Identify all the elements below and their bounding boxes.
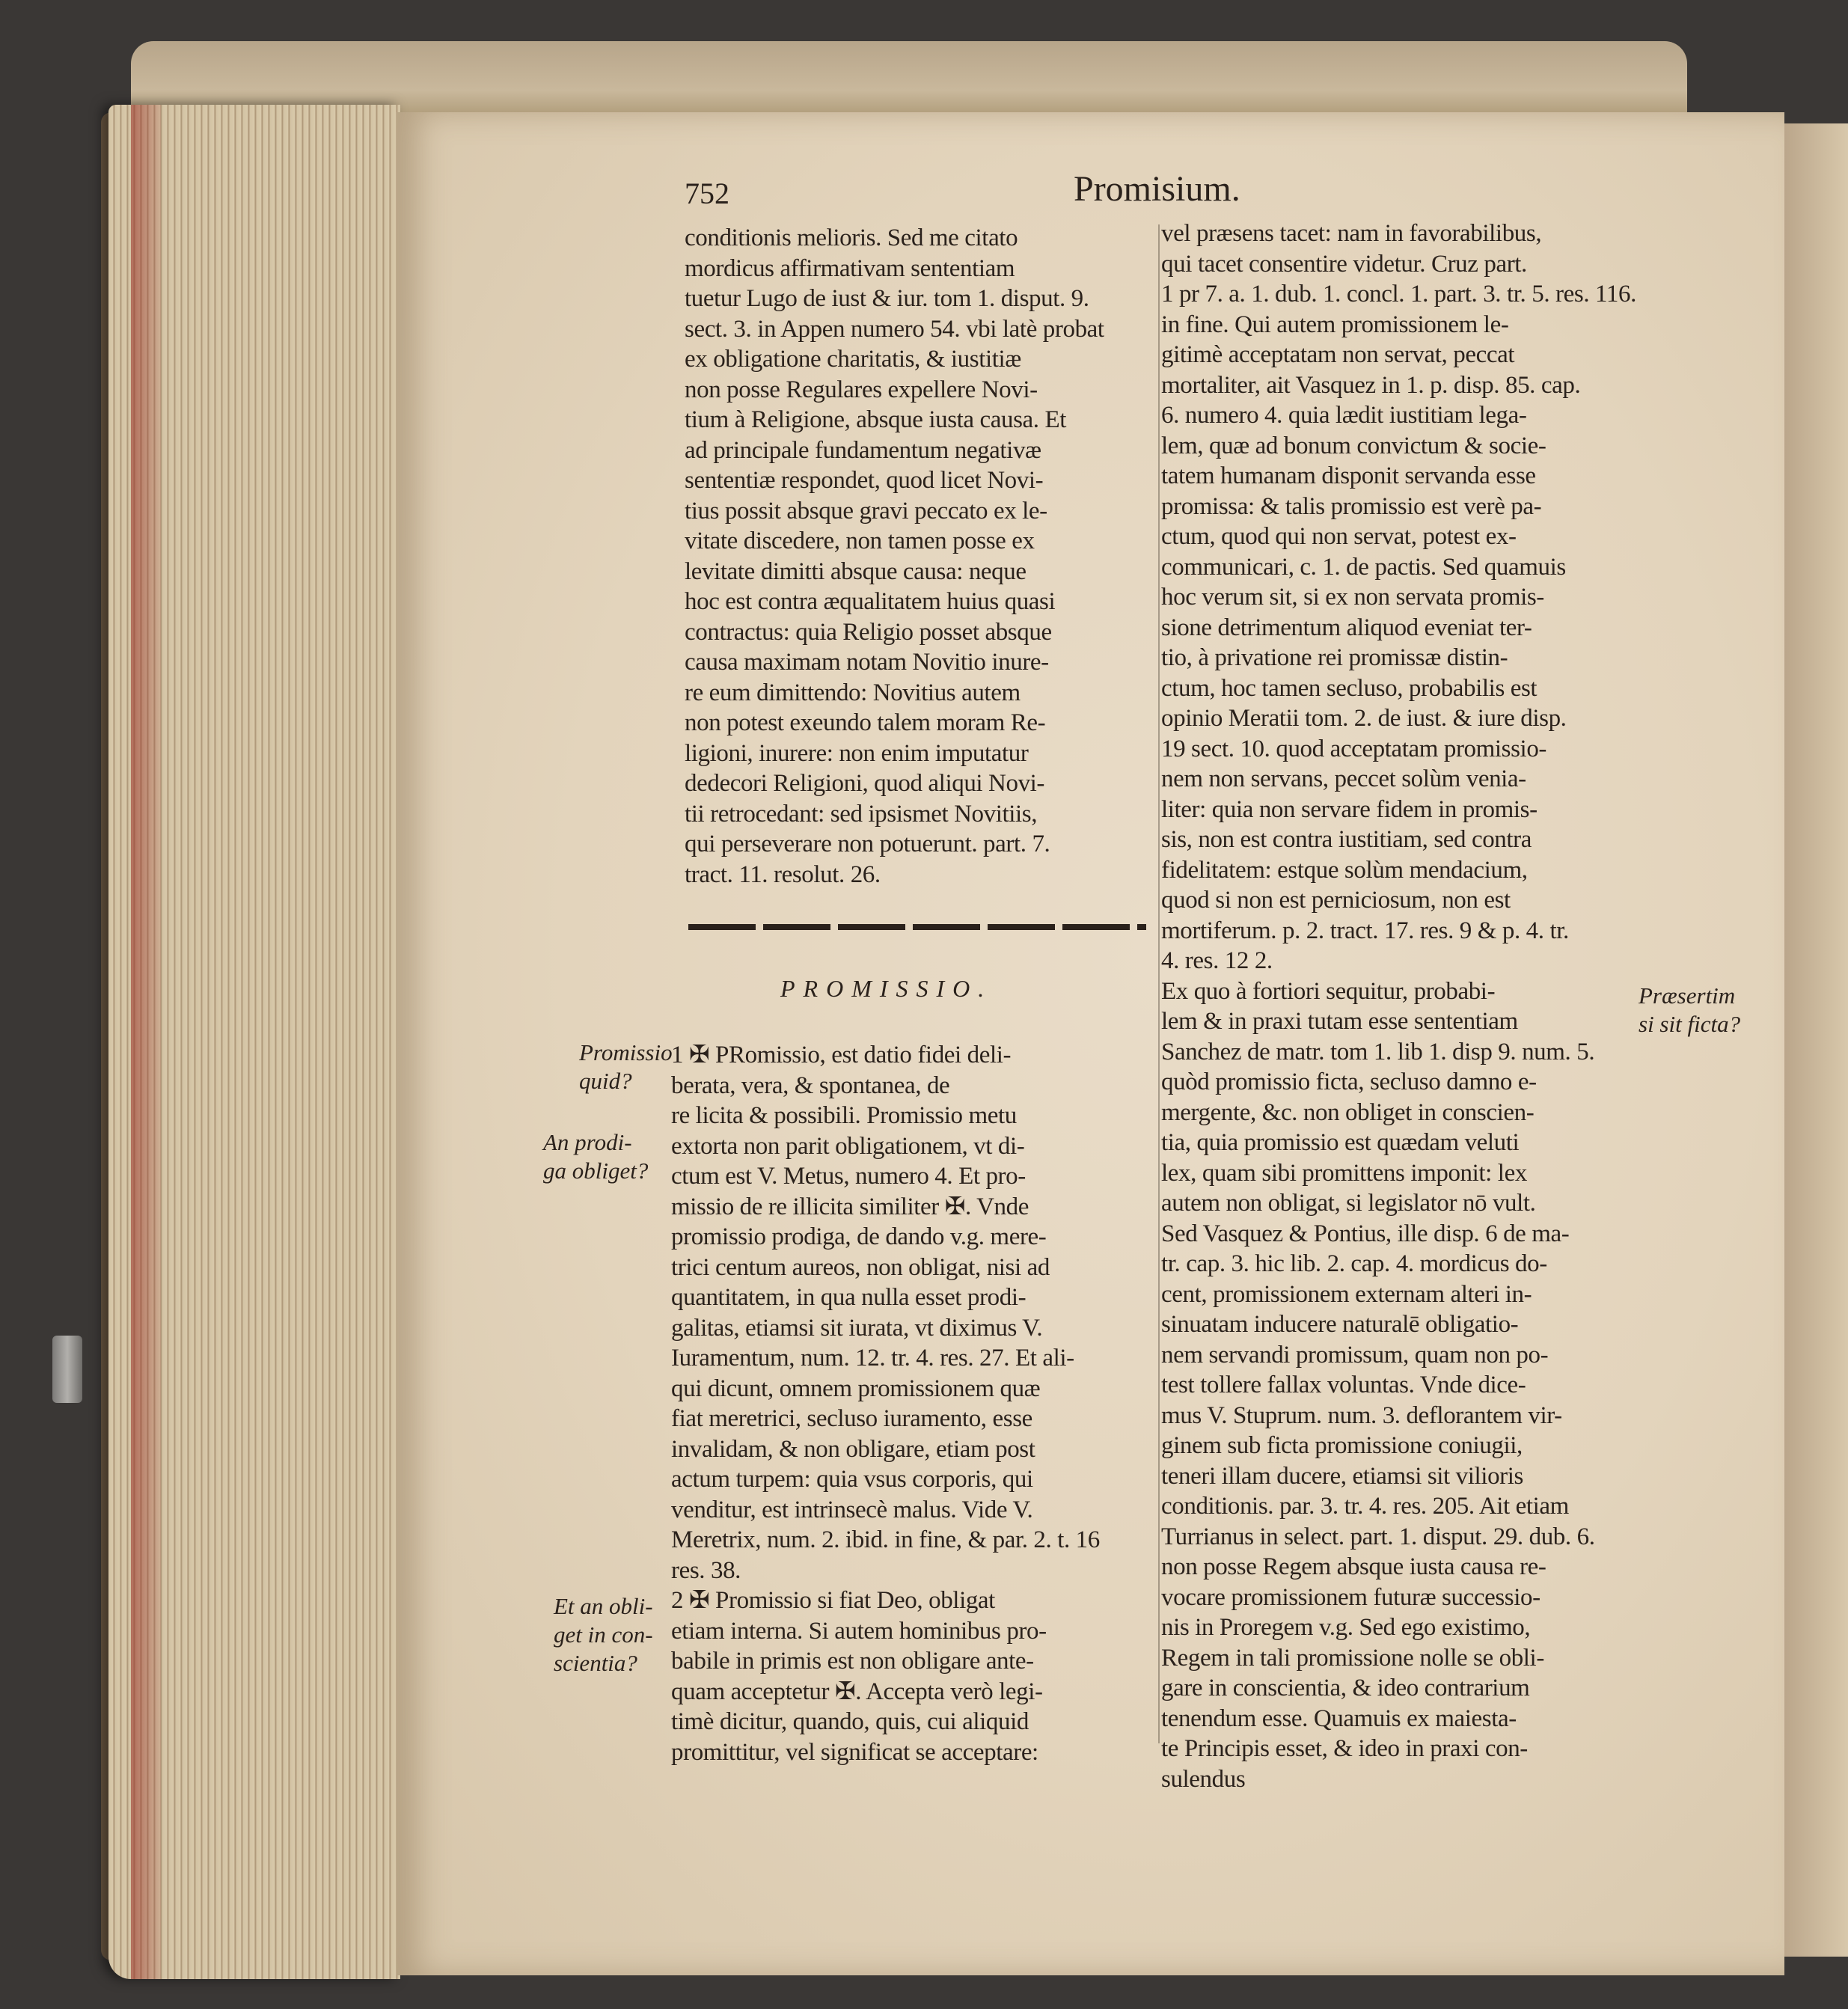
column-rule <box>1158 224 1160 1743</box>
marginal-note-promissio <box>579 1039 673 1095</box>
section-title: PROMISSIO. <box>780 975 993 1002</box>
right-column <box>1161 218 1636 1794</box>
text-line: Iuramentum, num. 12. tr. 4. res. 27. Et ali- <box>671 1345 1074 1372</box>
text-line: tr. cap. 3. hic lib. 2. cap. 4. mordicus do- <box>1161 1250 1547 1277</box>
text-line: vel præsens tacet: nam in favorabilibus, <box>1161 220 1542 247</box>
text-line: in fine. Qui autem promissionem le- <box>1161 311 1509 338</box>
text-line: res. 38. <box>671 1556 741 1584</box>
text-line: qui perseverare non potuerunt. part. 7. <box>685 831 1050 857</box>
text-line: tenendum esse. Quamuis ex maiesta- <box>1161 1704 1517 1732</box>
text-line: promittitur, vel significat se acceptare: <box>671 1738 1038 1766</box>
text-line: babile in primis est non obligare ante- <box>671 1648 1034 1675</box>
marginal-line: ga obliget? <box>543 1158 649 1184</box>
text-line: nem non servans, peccet solùm venia- <box>1161 765 1526 792</box>
text-line: communicari, c. 1. de pactis. Sed quamuis <box>1161 553 1566 581</box>
text-line: promissio prodiga, de dando v.g. mere- <box>671 1223 1047 1250</box>
text-line: hoc verum sit, si ex non servata promis- <box>1161 584 1544 611</box>
text-line: venditur, est intrinsecè malus. Vide V. <box>671 1496 1033 1523</box>
left-column-bottom <box>671 1040 1100 1767</box>
text-line: sect. 3. in Appen numero 54. vbi latè probat <box>685 315 1104 343</box>
text-line: Sanchez de matr. tom 1. lib 1. disp 9. num. 5. <box>1161 1038 1595 1065</box>
text-line: re licita & possibili. Promissio metu <box>671 1102 1017 1129</box>
text-line: te Principis esset, & ideo in praxi con- <box>1161 1735 1528 1762</box>
text-line: opinio Meratii tom. 2. de iust. & iure disp. <box>1161 705 1567 732</box>
page-block-fore-edge <box>108 105 400 1979</box>
text-line: lex, quam sibi promittens imponit: lex <box>1161 1159 1527 1187</box>
marginal-note-praesertim <box>1639 982 1740 1039</box>
text-line: conditionis melioris. Sed me citato <box>685 224 1018 251</box>
marginal-note-prodiga <box>543 1128 648 1185</box>
text-line: fiat meretrici, secluso iuramento, esse <box>671 1405 1032 1432</box>
text-line: conditionis. par. 3. tr. 4. res. 205. Ait etiam <box>1161 1493 1569 1520</box>
text-line: tio, à privatione rei promissæ distin- <box>1161 644 1508 671</box>
text-line: 19 sect. 10. quod acceptatam promissio- <box>1161 735 1547 762</box>
marginal-note-obliget <box>554 1592 653 1678</box>
text-line: qui tacet consentire videtur. Cruz part. <box>1161 250 1527 278</box>
text-line: vitate discedere, non tamen posse ex <box>685 528 1035 554</box>
text-line: vocare promissionem futuræ successio- <box>1161 1583 1540 1611</box>
text-line: Meretrix, num. 2. ibid. in fine, & par. 2. t. 16 <box>671 1526 1100 1553</box>
text-line: promissa: & talis promissio est verè pa- <box>1161 492 1542 520</box>
text-line: ex obligatione charitatis, & iustitiæ <box>685 346 1021 373</box>
clasp-icon <box>52 1336 82 1403</box>
marginal-line: Promissio <box>579 1039 673 1065</box>
left-column-top <box>685 223 1104 890</box>
text-line: ginem sub ficta promissione coniugii, <box>1161 1432 1523 1459</box>
marginal-line: Et an obli- <box>554 1593 653 1619</box>
text-line: quam acceptetur ✠. Accepta verò legi- <box>671 1678 1043 1705</box>
text-line: sententiæ respondet, quod licet Novi- <box>685 467 1044 494</box>
text-line: Turrianus in select. part. 1. disput. 29. dub. 6. <box>1161 1523 1595 1550</box>
text-line: non posse Regem absque iusta causa re- <box>1161 1553 1546 1580</box>
section-divider <box>688 924 1146 930</box>
marginal-line: si sit ficta? <box>1639 1011 1741 1037</box>
running-head: Promisium. <box>1074 169 1240 209</box>
text-line: berata, vera, & spontanea, de <box>671 1071 950 1099</box>
text-line: sulendus <box>1161 1765 1246 1793</box>
facing-page-edge <box>1781 123 1848 1957</box>
text-line: hoc est contra æqualitatem huius quasi <box>685 588 1056 615</box>
text-line: extorta non parit obligationem, vt di- <box>671 1132 1025 1160</box>
text-line: tia, quia promissio est quædam veluti <box>1161 1129 1520 1156</box>
text-line: ctum est V. Metus, numero 4. Et pro- <box>671 1163 1026 1190</box>
text-line: qui dicunt, omnem promissionem quæ <box>671 1375 1041 1402</box>
text-line: lem & in praxi tutam esse sententiam <box>1161 1008 1518 1035</box>
text-line: missio de re illicita similiter ✠. Vnde <box>671 1193 1029 1220</box>
text-line: tii retrocedant: sed ipsismet Novitiis, <box>685 800 1038 828</box>
text-line: cent, promissionem externam alteri in- <box>1161 1280 1532 1308</box>
text-line: actum turpem: quia vsus corporis, qui <box>671 1466 1033 1493</box>
text-line: 6. numero 4. quia lædit iustitiam lega- <box>1161 402 1527 429</box>
text-line: quòd promissio ficta, secluso damno e- <box>1161 1068 1537 1095</box>
text-line: gare in conscientia, & ideo contrarium <box>1161 1675 1530 1701</box>
text-line: fidelitatem: estque solùm mendacium, <box>1161 856 1528 884</box>
text-line: lem, quæ ad bonum convictum & socie- <box>1161 432 1546 459</box>
text-line: contractus: quia Religio posset absque <box>685 618 1052 646</box>
page-number: 752 <box>685 177 729 210</box>
text-line: tuetur Lugo de iust & iur. tom 1. disput. 9. <box>685 285 1089 312</box>
text-line: quod si non est perniciosum, non est <box>1161 887 1511 914</box>
marginal-line: quid? <box>579 1068 632 1094</box>
text-line: test tollere fallax voluntas. Vnde dice- <box>1161 1372 1526 1398</box>
text-line: etiam interna. Si autem hominibus pro- <box>671 1617 1047 1645</box>
text-line: gitimè acceptatam non servat, peccat <box>1161 341 1515 368</box>
text-line: 1 ✠ PRomissio, est datio fidei deli- <box>671 1042 1012 1068</box>
text-line: sinuatam inducere naturalē obligatio- <box>1161 1311 1519 1338</box>
text-line: tatem humanam disponit servanda esse <box>1161 462 1536 489</box>
text-line: invalidam, & non obligare, etiam post <box>671 1435 1035 1463</box>
text-line: mordicus affirmativam sententiam <box>685 254 1015 282</box>
marginal-line: get in con- <box>554 1621 653 1648</box>
text-line: ctum, quod qui non servat, potest ex- <box>1161 523 1517 550</box>
text-line: re eum dimittendo: Novitius autem <box>685 679 1021 706</box>
text-line: Ex quo à fortiori sequitur, probabi- <box>1161 977 1496 1005</box>
text-line: ad principale fundamentum negativæ <box>685 436 1041 464</box>
text-line: levitate dimitti absque causa: neque <box>685 557 1027 585</box>
text-line: autem non obligat, si legislator nō vult. <box>1161 1190 1536 1217</box>
text-line: ligioni, inurere: non enim imputatur <box>685 739 1029 767</box>
text-line: Sed Vasquez & Pontius, ille disp. 6 de ma- <box>1161 1220 1570 1247</box>
text-line: causa maximam notam Novitio inure- <box>685 649 1049 676</box>
marginal-line: scientia? <box>554 1650 637 1676</box>
text-line: nis in Proregem v.g. Sed ego existimo, <box>1161 1614 1531 1641</box>
text-line: mergente, &c. non obliget in conscien- <box>1161 1098 1535 1126</box>
text-line: timè dicitur, quando, quis, cui aliquid <box>671 1708 1029 1735</box>
text-line: 2 ✠ Promissio si fiat Deo, obligat <box>671 1587 995 1614</box>
text-line: sione detrimentum aliquod eveniat ter- <box>1161 614 1532 641</box>
text-line: tius possit absque gravi peccato ex le- <box>685 497 1047 525</box>
text-line: Regem in tali promissione nolle se obli- <box>1161 1644 1544 1672</box>
text-line: nem servandi promissum, quam non po- <box>1161 1341 1549 1369</box>
text-line: non potest exeundo talem moram Re- <box>685 709 1046 736</box>
text-line: sis, non est contra iustitiam, sed contra <box>1161 826 1532 853</box>
text-line: galitas, etiamsi sit iurata, vt diximus V. <box>671 1314 1043 1342</box>
text-line: mortiferum. p. 2. tract. 17. res. 9 & p. 4. tr. <box>1161 917 1569 944</box>
text-line: 1 pr 7. a. 1. dub. 1. concl. 1. part. 3. tr. 5. res. 116. <box>1161 281 1636 308</box>
text-line: dedecori Religioni, quod aliqui Novi- <box>685 770 1045 797</box>
text-line: liter: quia non servare fidem in promis- <box>1161 795 1538 823</box>
text-line: 4. res. 12 2. <box>1161 947 1273 974</box>
text-line: tract. 11. resolut. 26. <box>685 860 881 888</box>
marginal-line: An prodi- <box>543 1129 632 1155</box>
text-line: mus V. Stuprum. num. 3. deflorantem vir- <box>1161 1401 1562 1429</box>
text-line: ctum, hoc tamen secluso, probabilis est <box>1161 674 1538 702</box>
text-line: non posse Regulares expellere Novi- <box>685 376 1038 403</box>
text-line: teneri illam ducere, etiamsi sit vilioris <box>1161 1462 1523 1490</box>
text-line: quantitatem, in qua nulla esset prodi- <box>671 1284 1027 1311</box>
marginal-line: Præsertim <box>1639 982 1736 1009</box>
text-line: mortaliter, ait Vasquez in 1. p. disp. 85. cap. <box>1161 371 1581 399</box>
text-line: tium à Religione, absque iusta causa. Et <box>685 406 1067 433</box>
text-line: trici centum aureos, non obligat, nisi ad <box>671 1253 1050 1281</box>
